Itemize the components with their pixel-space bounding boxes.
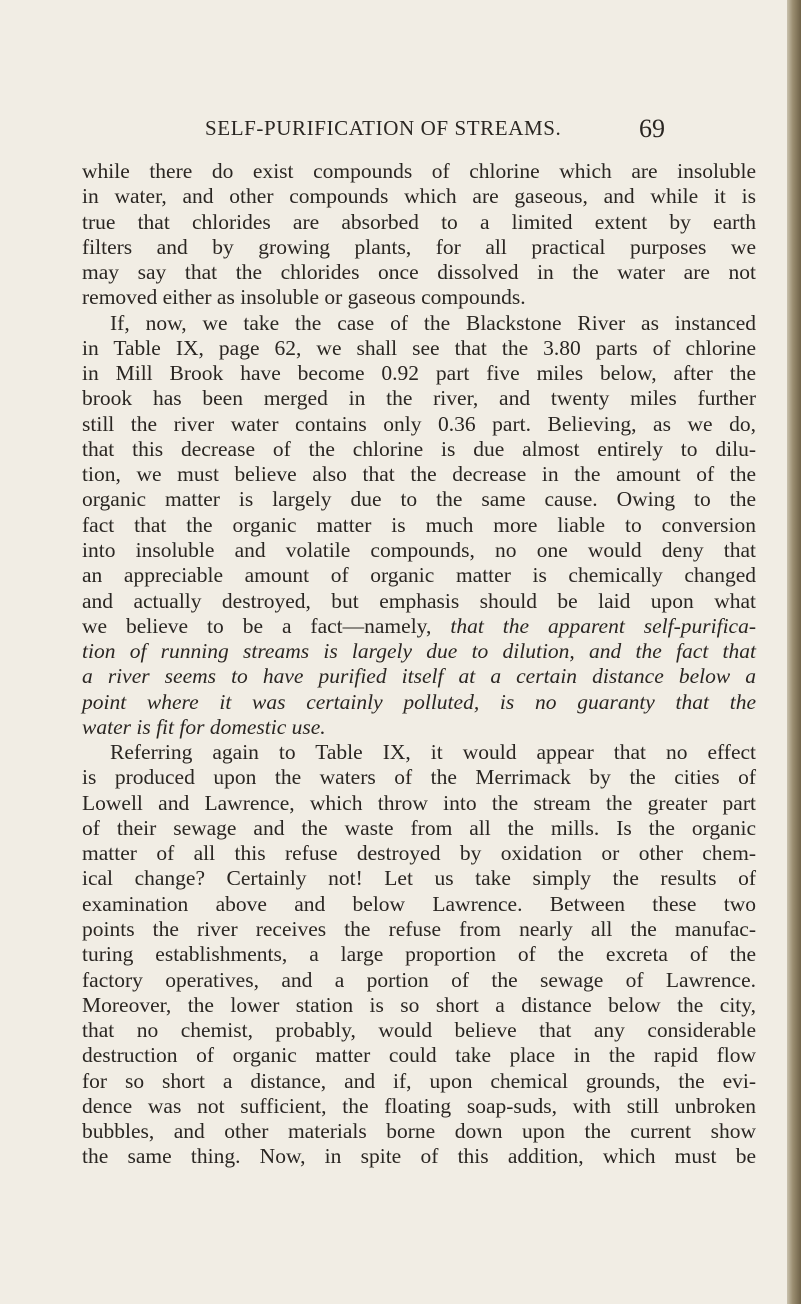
text-line: still the river water contains only 0.36 part. Believing, as we do, <box>82 411 756 436</box>
italic-line: tion of running streams is largely due to dilution, and the fact that <box>82 639 756 664</box>
italic-line: water is fit for domestic use. <box>82 714 326 739</box>
text-line: examination above and below Lawrence. Between these two <box>82 891 756 916</box>
text-line: in Table IX, page 62, we shall see that the 3.80 parts of chlorine <box>82 335 756 360</box>
text-line: and actually destroyed, but emphasis should be laid upon what <box>82 588 756 613</box>
text-line: points the river receives the refuse from nearly all the manufac- <box>82 916 756 941</box>
text-line: an appreciable amount of organic matter is chemically changed <box>82 563 756 588</box>
text-line: that this decrease of the chlorine is due almost entirely to dilu- <box>82 436 756 461</box>
text-line: in Mill Brook have become 0.92 part five miles below, after the <box>82 361 756 386</box>
italic-line: point where it was certainly polluted, is no guaranty that the <box>82 689 756 714</box>
body-text <box>82 159 756 1170</box>
page-number: 69 <box>639 114 665 143</box>
running-head: SELF-PURIFICATION OF STREAMS. <box>205 116 562 140</box>
page-edge-binding <box>787 0 801 1304</box>
text-line: turing establishments, a large proportion of the excreta of the <box>82 942 756 967</box>
text-line: filters and by growing plants, for all practical purposes we <box>82 234 756 259</box>
text-line: removed either as insoluble or gaseous compounds. <box>82 285 526 310</box>
text-line: while there do exist compounds of chlorine which are insoluble <box>82 159 756 183</box>
paragraph-start-line: Referring again to Table IX, it would appear that no effect <box>110 740 756 765</box>
text-line: for so short a distance, and if, upon chemical grounds, the evi- <box>82 1068 756 1093</box>
text-line: brook has been merged in the river, and twenty miles further <box>82 386 756 411</box>
text-line: the same thing. Now, in spite of this addition, which must be <box>82 1144 756 1169</box>
text-line: Lowell and Lawrence, which throw into the stream the greater part <box>82 790 756 815</box>
text-segment: we believe to be a fact—namely, <box>82 613 432 638</box>
text-line: bubbles, and other materials borne down upon the current show <box>82 1119 756 1144</box>
italic-segment: that the apparent self-purifica- <box>450 613 756 638</box>
text-line: factory operatives, and a portion of the sewage of Lawrence. <box>82 967 756 992</box>
text-line: destruction of organic matter could take place in the rapid flow <box>82 1043 756 1068</box>
text-line: of their sewage and the waste from all the mills. Is the organic <box>82 815 756 840</box>
italic-line: a river seems to have purified itself at a certain distance below a <box>82 664 756 689</box>
mixed-style-line <box>82 614 756 639</box>
text-line: in water, and other compounds which are gaseous, and while it is <box>82 184 756 209</box>
text-line: organic matter is largely due to the same cause. Owing to the <box>82 487 756 512</box>
text-line: is produced upon the waters of the Merrimack by the cities of <box>82 765 756 790</box>
page-header <box>205 116 665 146</box>
text-line: matter of all this refuse destroyed by oxidation or other chem- <box>82 841 756 866</box>
text-line: tion, we must believe also that the decrease in the amount of the <box>82 462 756 487</box>
paragraph-start-line: If, now, we take the case of the Blackstone River as instanced <box>110 310 756 335</box>
text-line: into insoluble and volatile compounds, no one would deny that <box>82 537 756 562</box>
text-line: Moreover, the lower station is so short a distance below the city, <box>82 992 756 1017</box>
text-line: ical change? Certainly not! Let us take simply the results of <box>82 866 756 891</box>
text-line: dence was not sufficient, the floating soap-suds, with still unbroken <box>82 1093 756 1118</box>
text-line: true that chlorides are absorbed to a limited extent by earth <box>82 209 756 234</box>
text-line: that no chemist, probably, would believe that any considerable <box>82 1018 756 1043</box>
text-line: fact that the organic matter is much more liable to conversion <box>82 512 756 537</box>
text-line: may say that the chlorides once dissolved in the water are not <box>82 260 756 285</box>
